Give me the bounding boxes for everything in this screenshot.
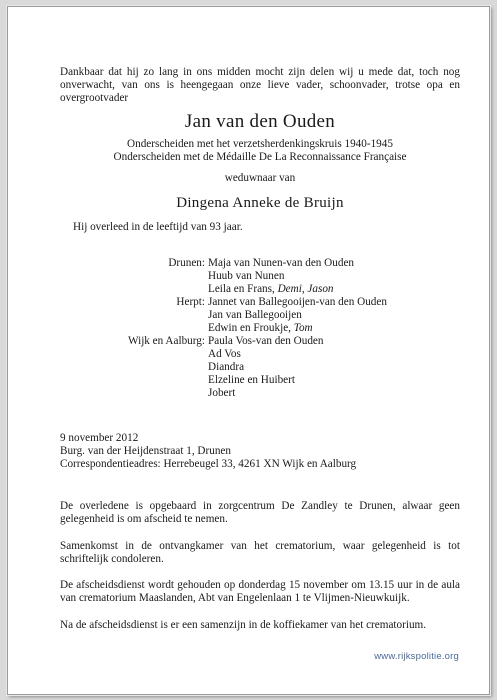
family-member <box>208 387 460 400</box>
family-member-name: Edwin en Froukje, <box>208 322 294 334</box>
age-line: Hij overleed in de leeftijd van 93 jaar. <box>73 221 243 233</box>
intro-text: Dankbaar dat hij zo lang in ons midden mocht zijn delen wij u mede dat, toch nog onverwacht, van ons is heengegaan onze lieve vader, schoonvader, trotse opa en overgrootvader <box>60 66 460 104</box>
family-member <box>208 270 460 283</box>
details-block <box>60 432 460 471</box>
family-member <box>208 335 460 348</box>
family-member-name: Leila en Frans, <box>208 283 278 295</box>
family-place <box>60 270 205 283</box>
family-member-grandchildren: Demi, Jason <box>277 283 334 295</box>
family-member-name: Paula Vos-van den Ouden <box>208 335 324 347</box>
family-member-name: Maja van Nunen-van den Ouden <box>208 257 355 269</box>
deceased-name: Jan van den Ouden <box>184 111 336 132</box>
family-member <box>208 309 460 322</box>
home-address: Burg. van der Heijdenstraat 1, Drunen <box>60 445 231 457</box>
correspondence-address: Correspondentieadres: Herrebeugel 33, 4261 XN Wijk en Aalburg <box>60 458 357 470</box>
obituary-content <box>60 66 460 632</box>
family-place: Wijk en Aalburg: <box>127 335 205 347</box>
widower-label: weduwnaar van <box>224 172 296 184</box>
family-list <box>60 257 460 400</box>
family-member-name: Diandra <box>208 361 245 373</box>
family-place <box>60 361 205 374</box>
family-place <box>60 374 205 387</box>
family-member-name: Elzeline en Huibert <box>208 374 295 386</box>
family-place: Drunen: <box>168 257 205 269</box>
notice-date: 9 november 2012 <box>60 432 139 444</box>
spouse-name: Dingena Anneke de Bruijn <box>176 195 344 211</box>
family-place <box>60 348 205 361</box>
watermark-text: www.rijkspolitie.org <box>374 651 459 662</box>
paragraph-service: De afscheidsdienst wordt gehouden op donderdag 15 november om 13.15 uur in de aula van crematorium Maaslanden, Abt van Engelenlaan 1 te Vlijmen-Nieuwkuijk. <box>60 579 460 604</box>
family-member-grandchildren: Tom <box>293 322 313 334</box>
family-place <box>60 309 205 322</box>
family-member <box>208 296 460 309</box>
family-place <box>60 387 205 400</box>
honor-line: Onderscheiden met het verzetsherdenkingskruis 1940-1945 <box>127 138 393 150</box>
family-member <box>208 348 460 361</box>
paragraph-gathering: Samenkomst in de ontvangkamer van het crematorium, waar gelegenheid is tot schriftelijk condoleren. <box>60 540 460 565</box>
family-place <box>60 322 205 335</box>
family-member-name: Huub van Nunen <box>208 270 285 282</box>
obituary-card <box>7 6 490 695</box>
honor-line: Onderscheiden met de Médaille De La Reconnaissance Française <box>113 151 407 163</box>
paragraph-laid-out: De overledene is opgebaard in zorgcentrum De Zandley te Drunen, alwaar geen gelegenheid is om afscheid te nemen. <box>60 500 460 525</box>
family-member <box>208 283 460 296</box>
family-member-name: Jan van Ballegooijen <box>208 309 302 321</box>
family-member-name: Jobert <box>208 387 236 399</box>
family-member <box>208 322 460 335</box>
family-place <box>60 283 205 296</box>
family-place: Herpt: <box>176 296 205 308</box>
family-member-name: Ad Vos <box>208 348 241 360</box>
family-member <box>208 257 460 270</box>
paragraph-reception: Na de afscheidsdienst is er een samenzijn in de koffiekamer van het crematorium. <box>60 619 427 631</box>
family-member <box>208 361 460 374</box>
family-member-name: Jannet van Ballegooijen-van den Ouden <box>208 296 387 308</box>
family-member <box>208 374 460 387</box>
